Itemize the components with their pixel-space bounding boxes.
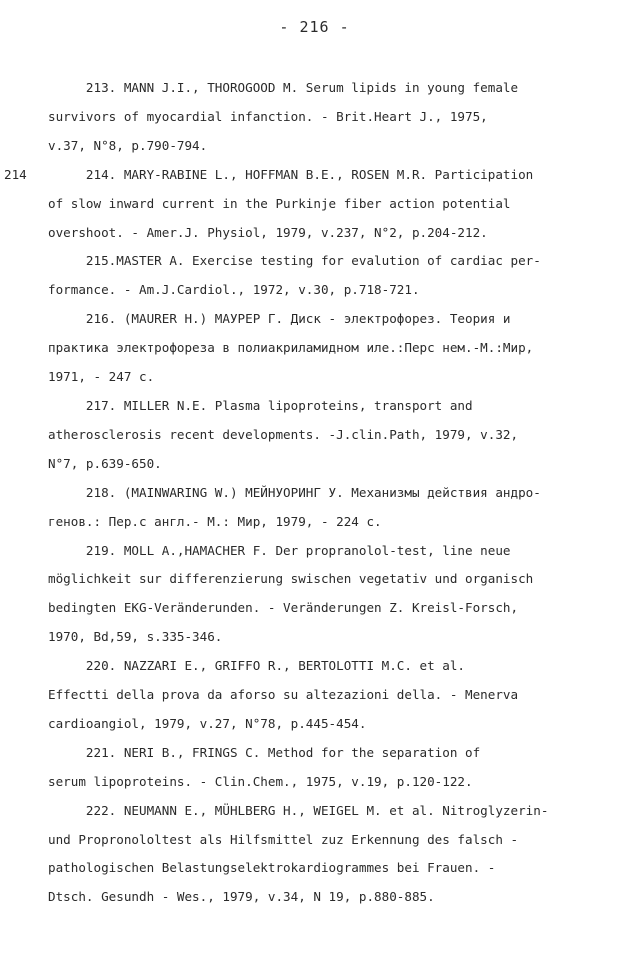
reference-line: und Propronololtest als Hilfsmittel zuz Erkennung des falsch - bbox=[48, 831, 519, 847]
reference-line: 1970, Bd,59, s.335-346. bbox=[48, 629, 223, 645]
reference-list bbox=[4, 74, 591, 912]
reference-line: atherosclerosis recent developments. -J.clin.Path, 1979, v.32, bbox=[48, 426, 519, 442]
reference-line: 214. MARY-RABINE L., HOFFMAN B.E., ROSEN M.R. Participation bbox=[48, 166, 534, 182]
reference-line: 221. NERI B., FRINGS C. Method for the separation of bbox=[48, 744, 481, 760]
page-number: - 216 - bbox=[279, 18, 350, 36]
reference-line: 1971, - 247 с. bbox=[48, 369, 155, 385]
reference-line: bedingten EKG-Veränderunden. - Veränderungen Z. Kreisl-Forsch, bbox=[48, 600, 519, 616]
reference-entry bbox=[48, 537, 591, 653]
reference-line: serum lipoproteins. - Clin.Chem., 1975, v.19, p.120-122. bbox=[48, 773, 473, 789]
reference-line: 219. MOLL A.,HAMACHER F. Der propranolol-test, line neue bbox=[48, 542, 511, 558]
reference-line: v.37, N°8, p.790-794. bbox=[48, 137, 208, 153]
reference-line: генов.: Пер.с англ.- М.: Мир, 1979, - 224 с. bbox=[48, 513, 382, 529]
reference-line: cardioangiol, 1979, v.27, N°78, p.445-454. bbox=[48, 715, 367, 731]
reference-line: 216. (MAURER H.) МАУРЕР Г. Диск - электрофорез. Теория и bbox=[48, 311, 511, 327]
reference-line: 222. NEUMANN E., MÜHLBERG H., WEIGEL M. et al. Nitroglyzerin- bbox=[48, 802, 549, 818]
reference-entry bbox=[48, 797, 591, 913]
reference-entry bbox=[48, 739, 591, 797]
margin-note: 214 bbox=[4, 166, 27, 182]
reference-entry bbox=[48, 392, 591, 479]
reference-line: Dtsch. Gesundh - Wes., 1979, v.34, N 19, p.880-885. bbox=[48, 889, 435, 905]
reference-line: 215.MASTER A. Exercise testing for evalution of cardiac per- bbox=[48, 253, 541, 269]
reference-line: 220. NAZZARI E., GRIFFO R., BERTOLOTTI M.C. et al. bbox=[48, 658, 466, 674]
reference-line: Effectti della prova da aforso su altezazioni della. - Menerva bbox=[48, 687, 519, 703]
reference-entry bbox=[48, 305, 591, 392]
reference-line: 218. (MAINWARING W.) МЕЙНУОРИНГ У. Механизмы действия андро- bbox=[48, 484, 541, 500]
reference-line: pathologischen Belastungselektrokardiogrammes bei Frauen. - bbox=[48, 860, 496, 876]
reference-entry bbox=[48, 652, 591, 739]
reference-line: 217. MILLER N.E. Plasma lipoproteins, transport and bbox=[48, 397, 473, 413]
reference-entry bbox=[4, 161, 591, 248]
reference-entry bbox=[48, 247, 591, 305]
reference-line: survivors of myocardial infanction. - Brit.Heart J., 1975, bbox=[48, 108, 488, 124]
reference-line: практика электрофореза в полиакриламидном иле.:Перс нем.-М.:Мир, bbox=[48, 340, 534, 356]
reference-line: overshoot. - Amer.J. Physiol, 1979, v.237, N°2, p.204-212. bbox=[48, 224, 488, 240]
reference-line: möglichkeit sur differenzierung swischen vegetativ und organisch bbox=[48, 571, 534, 587]
reference-line: formance. - Am.J.Cardiol., 1972, v.30, p.718-721. bbox=[48, 282, 420, 298]
reference-line: 213. MANN J.I., THOROGOOD M. Serum lipids in young female bbox=[48, 80, 519, 95]
reference-entry bbox=[48, 479, 591, 537]
reference-line: N°7, p.639-650. bbox=[48, 455, 162, 471]
reference-entry bbox=[48, 74, 591, 161]
reference-line: of slow inward current in the Purkinje fiber action potential bbox=[48, 195, 511, 211]
